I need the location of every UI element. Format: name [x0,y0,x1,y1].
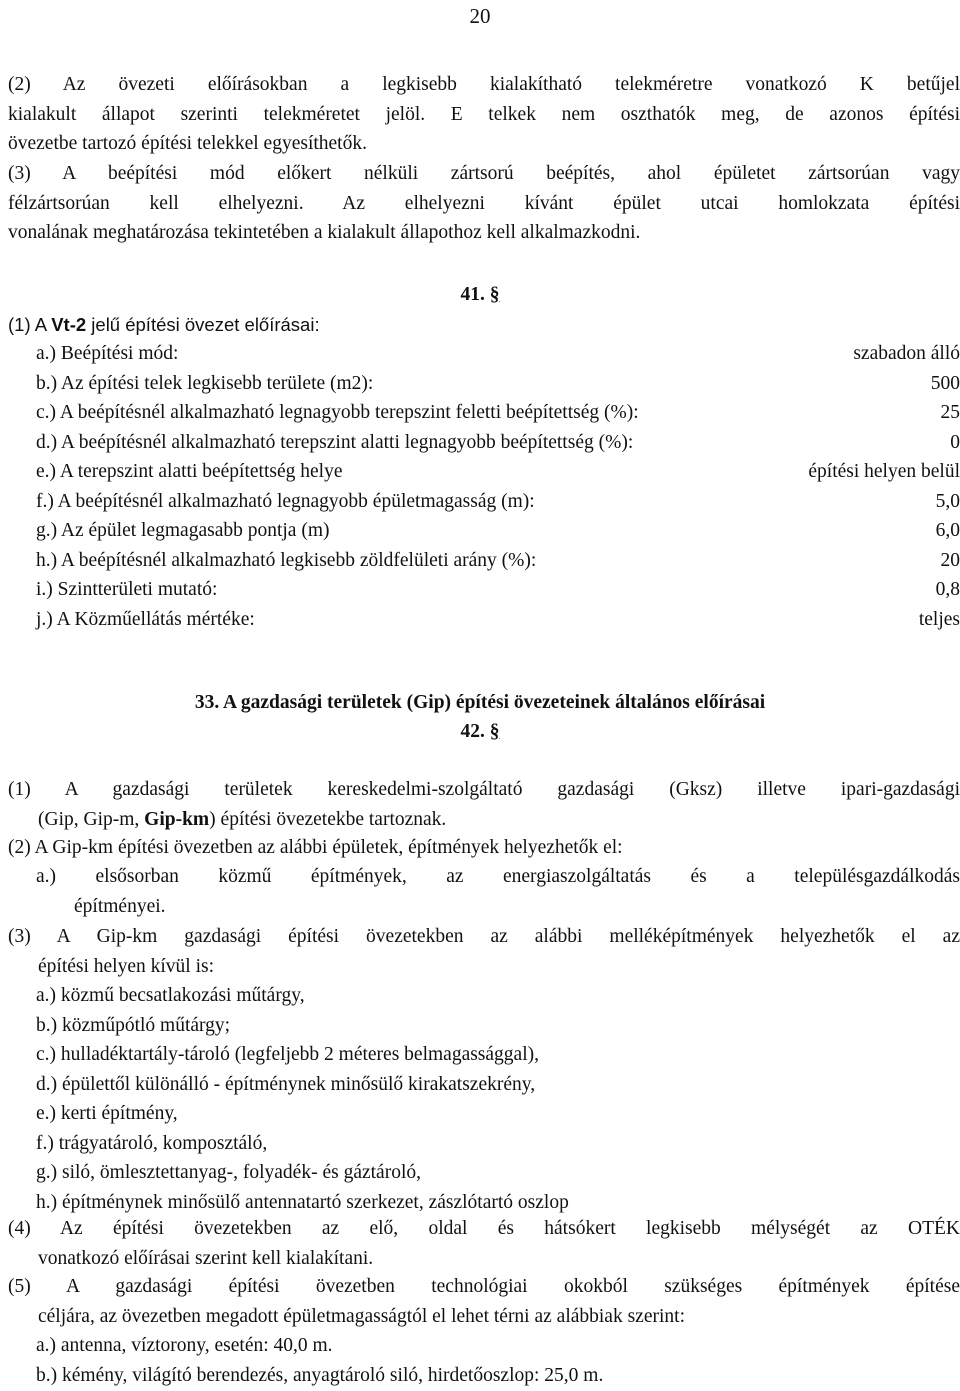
section-41-zone-code: Vt-2 [51,314,87,335]
section-42-number: 42. [460,721,485,742]
s42-p3-line-2: építési helyen kívül is: [38,955,215,977]
parameter-value: 0 [950,431,960,453]
section-42-sign: § [489,721,500,742]
s42-p2-item-a-line-1: a.) elsősorban közmű építmények, az energiaszolgáltatás és a településgazdálkodás [36,866,960,887]
parameter-row [36,487,960,517]
s42-p1-post: ) építési övezetekbe tartoznak. [209,808,447,830]
paragraph-3-line-1: (3) A beépítési mód előkert nélküli zártsorú beépítés, ahol épületet zártsorúan vagy [8,163,960,184]
parameter-value: 20 [940,549,960,571]
parameter-row [36,369,960,399]
s42-p4-line-1: (4) Az építési övezetekben az elő, oldal és hátsókert legkisebb mélységét az OTÉK [8,1218,960,1239]
paragraph-2-line-3: övezetbe tartozó építési telekkel egyesíthetők. [8,133,367,154]
parameter-row [36,516,960,546]
parameter-value: 500 [930,372,960,394]
list-item: d.) épülettől különálló - építménynek minősülő kirakatszekrény, [36,1073,536,1095]
s42-p2-line-1: (2) A Gip-km építési övezetben az alábbi épületek, építmények helyezhetők el: [8,837,623,858]
parameter-row [36,546,960,576]
parameter-label: e.) A terepszint alatti beépítettség helye [36,461,343,482]
parameter-value: 0,8 [935,579,960,600]
parameter-label: c.) A beépítésnél alkalmazható legnagyobb terepszint feletti beépítettség (%): [36,402,639,423]
section-41-number: 41. [460,284,485,305]
parameter-row [36,339,960,369]
parameter-value: 5,0 [935,490,960,512]
list-item: b.) közműpótló műtárgy; [36,1014,231,1036]
parameter-label: g.) Az épület legmagasabb pontja (m) [36,520,330,541]
parameter-label: f.) A beépítésnél alkalmazható legnagyobb épületmagasság (m): [36,490,535,512]
section-41-intro [8,310,960,340]
section-42-paragraph-4 [8,1214,960,1273]
parameter-label: d.) A beépítésnél alkalmazható terepszint alatti legnagyobb beépítettség (%): [36,431,634,453]
list-item: b.) kémény, világító berendezés, anyagtároló siló, hirdetőoszlop: 25,0 m. [36,1364,604,1386]
list-item: c.) hulladéktartály-tároló (legfeljebb 2 méteres belmagassággal), [36,1044,539,1065]
parameter-row [36,457,960,487]
s42-p1-line-2 [8,805,960,835]
section-42-paragraph-3-list [36,981,960,1217]
paragraph-2-line-2: kialakult állapot szerinti telekméretet jelöl. E telkek nem oszthatók meg, de azonos építési [8,103,960,125]
s42-p4-line-2: vonatkozó előírásai szerint kell kialakítani. [38,1247,374,1269]
s42-p5-line-1: (5) A gazdasági építési övezetben technológiai okokból szükséges építmények építése [8,1276,960,1297]
page-number: 20 [469,4,491,28]
paragraph-3-line-2: félzártsorúan kell elhelyezni. Az elhelyezni kívánt épület utcai homlokzata építési [8,192,960,214]
parameter-label: i.) Szintterületi mutató: [36,579,218,600]
parameter-value: teljes [918,608,960,630]
section-42-paragraph-2 [8,833,960,863]
section-42-heading [0,717,960,746]
list-item: h.) építménynek minősülő antennatartó szerkezet, zászlótartó oszlop [36,1191,569,1213]
s42-p1-line-1: (1) A gazdasági területek kereskedelmi-szolgáltató gazdasági (Gksz) illetve ipari-gazdasági [8,779,960,800]
paragraph-3-line-3: vonalának meghatározása tekintetében a kialakult állapothoz kell alkalmazkodni. [8,222,641,243]
chapter-33-heading [0,688,960,717]
list-item: f.) trágyatároló, komposztáló, [36,1132,268,1154]
parameter-row [36,575,960,605]
parameter-row [36,605,960,635]
parameter-label: a.) Beépítési mód: [36,343,179,364]
section-41-sign: § [489,284,500,305]
section-42-paragraph-1 [8,775,960,834]
paragraph-3 [8,159,960,248]
parameter-row [36,398,960,428]
parameter-value: szabadon álló [853,343,960,364]
parameter-label: h.) A beépítésnél alkalmazható legkisebb zöldfelületi arány (%): [36,549,537,571]
list-item: e.) kerti építmény, [36,1103,178,1124]
s42-p3-line-1: (3) A Gip-km gazdasági építési övezetekben az alábbi melléképítmények helyezhetők el az [8,926,960,947]
section-41-intro-post: jelű építési övezet előírásai: [86,314,320,335]
parameter-row [36,428,960,458]
section-41-heading [0,280,960,309]
s42-p2-item-a-line-2: építményei. [74,895,166,917]
section-41-parameters [36,339,960,634]
parameter-value: építési helyen belül [808,461,960,482]
parameter-value: 25 [940,402,960,423]
parameter-label: j.) A Közműellátás mértéke: [36,608,255,630]
section-42-paragraph-3 [8,922,960,981]
s42-p1-pre: (Gip, Gip-m, [38,808,145,830]
paragraph-2-line-1: (2) Az övezeti előírásokban a legkisebb kialakítható telekméretre vonatkozó K betűjel [8,74,960,95]
s42-p1-zone-code: Gip-km [144,808,210,830]
parameter-value: 6,0 [935,520,960,541]
section-41-intro-pre: (1) A [8,314,52,335]
paragraph-2 [8,70,960,159]
s42-p5-line-2: céljára, az övezetben megadott épületmagasságtól el lehet térni az alábbiak szerint: [38,1305,685,1327]
list-item: g.) siló, ömlesztettanyag-, folyadék- és gáztároló, [36,1162,421,1183]
list-item: a.) antenna, víztorony, esetén: 40,0 m. [36,1335,333,1356]
section-42-paragraph-5 [8,1272,960,1331]
section-42-paragraph-2-list [36,862,960,921]
parameter-label: b.) Az építési telek legkisebb területe (m2): [36,372,374,394]
section-42-paragraph-5-list [36,1331,960,1390]
list-item: a.) közmű becsatlakozási műtárgy, [36,985,305,1006]
chapter-33-title: 33. A gazdasági területek (Gip) építési övezeteinek általános előírásai [194,692,766,713]
